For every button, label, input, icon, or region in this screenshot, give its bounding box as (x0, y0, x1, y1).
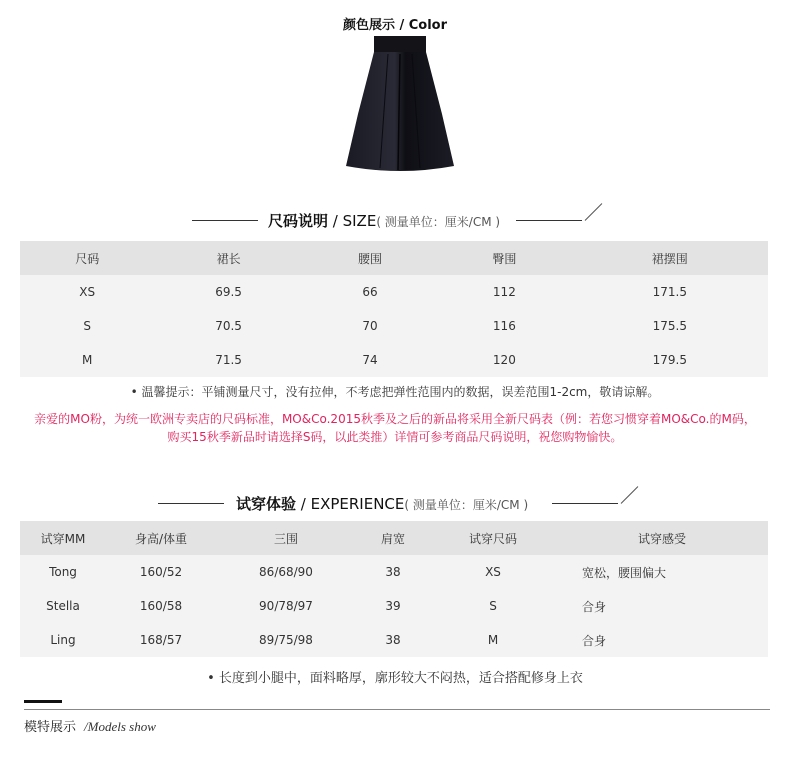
table-row (20, 343, 768, 377)
column-header: 腰围 (303, 241, 437, 275)
skirt-product-image (340, 34, 460, 176)
column-header: 试穿感受 (556, 521, 768, 555)
table-cell: Tong (49, 565, 77, 579)
column-header: 试穿MM (20, 521, 106, 555)
divider (192, 220, 258, 221)
divider (552, 503, 618, 504)
table-header-row (20, 521, 768, 555)
table-cell: M (487, 633, 499, 647)
size-table (20, 241, 768, 377)
table-cell: 89/75/98 (259, 633, 313, 647)
column-header: 试穿尺码 (430, 521, 556, 555)
table-row (20, 589, 768, 623)
table-cell: 160/52 (139, 565, 183, 579)
divider-slash (621, 486, 639, 504)
divider-slash (585, 203, 603, 221)
experience-section-header (0, 488, 790, 518)
table-cell: 38 (385, 565, 401, 579)
size-section-header (0, 205, 790, 235)
models-accent-bar (24, 700, 62, 703)
divider (24, 709, 770, 710)
experience-note: • 长度到小腿中，面料略厚，廓形较大不闷热，适合搭配修身上衣 (207, 671, 583, 686)
table-cell: 66 (362, 285, 378, 299)
table-cell: 90/78/97 (259, 599, 313, 613)
table-cell: S (489, 599, 497, 613)
column-header: 裙长 (154, 241, 302, 275)
table-row (20, 555, 768, 589)
table-cell: 116 (492, 319, 516, 333)
table-cell: XS (79, 285, 96, 299)
table-cell: 39 (385, 599, 401, 613)
table-row (20, 275, 768, 309)
table-cell: Stella (46, 599, 80, 613)
table-cell: 38 (385, 633, 401, 647)
divider (158, 503, 224, 504)
table-cell: 71.5 (215, 353, 242, 367)
table-cell: 合身 (582, 633, 607, 648)
color-section-title: 颜色展示 / Color (342, 18, 448, 33)
size-tip: • 温馨提示：平铺测量尺寸，没有拉伸，不考虑把弹性范围内的数据，误差范围1-2cm，敬请谅解。 (130, 385, 660, 399)
table-header-row (20, 241, 768, 275)
table-row (20, 623, 768, 657)
experience-table (20, 521, 768, 657)
column-header: 裙摆围 (572, 241, 768, 275)
column-header: 臀围 (437, 241, 571, 275)
table-cell: 175.5 (652, 319, 687, 333)
table-cell: M (82, 353, 93, 367)
size-notice-line-1: 亲爱的MO粉，为统一欧洲专卖店的尺码标准，MO&Co.2015秋季及之后的新品将采用全新尺码表（例：若您习惯穿着MO&Co.的M码， (34, 412, 756, 426)
table-cell: 合身 (582, 599, 607, 614)
experience-section-title: 试穿体验 / EXPERIENCE( 测量单位：厘米/CM ) (236, 495, 529, 513)
column-header: 肩宽 (356, 521, 430, 555)
table-cell: 120 (492, 353, 516, 367)
table-cell: 112 (492, 285, 516, 299)
table-cell: 69.5 (215, 285, 242, 299)
divider (516, 220, 582, 221)
table-cell: 86/68/90 (259, 565, 313, 579)
table-cell: 179.5 (652, 353, 687, 367)
table-cell: S (83, 319, 92, 333)
table-cell: 168/57 (139, 633, 183, 647)
table-cell: XS (485, 565, 501, 579)
column-header: 三围 (216, 521, 356, 555)
size-notice-line-2: 购买15秋季新品时请选择S码，以此类推）详情可参考商品尺码说明，祝您购物愉快。 (167, 430, 623, 444)
size-section-title: 尺码说明 / SIZE( 测量单位：厘米/CM ) (268, 212, 501, 230)
table-cell: 160/58 (139, 599, 183, 613)
table-cell: 70.5 (215, 319, 242, 333)
table-cell: Ling (50, 633, 76, 647)
column-header: 身高/体重 (106, 521, 216, 555)
table-cell: 70 (362, 319, 378, 333)
table-cell: 74 (362, 353, 378, 367)
table-cell: 171.5 (652, 285, 687, 299)
table-cell: 宽松，腰围偏大 (582, 565, 667, 580)
column-header: 尺码 (20, 241, 154, 275)
table-row (20, 309, 768, 343)
models-section-title: 模特展示 /Models show (24, 719, 156, 735)
